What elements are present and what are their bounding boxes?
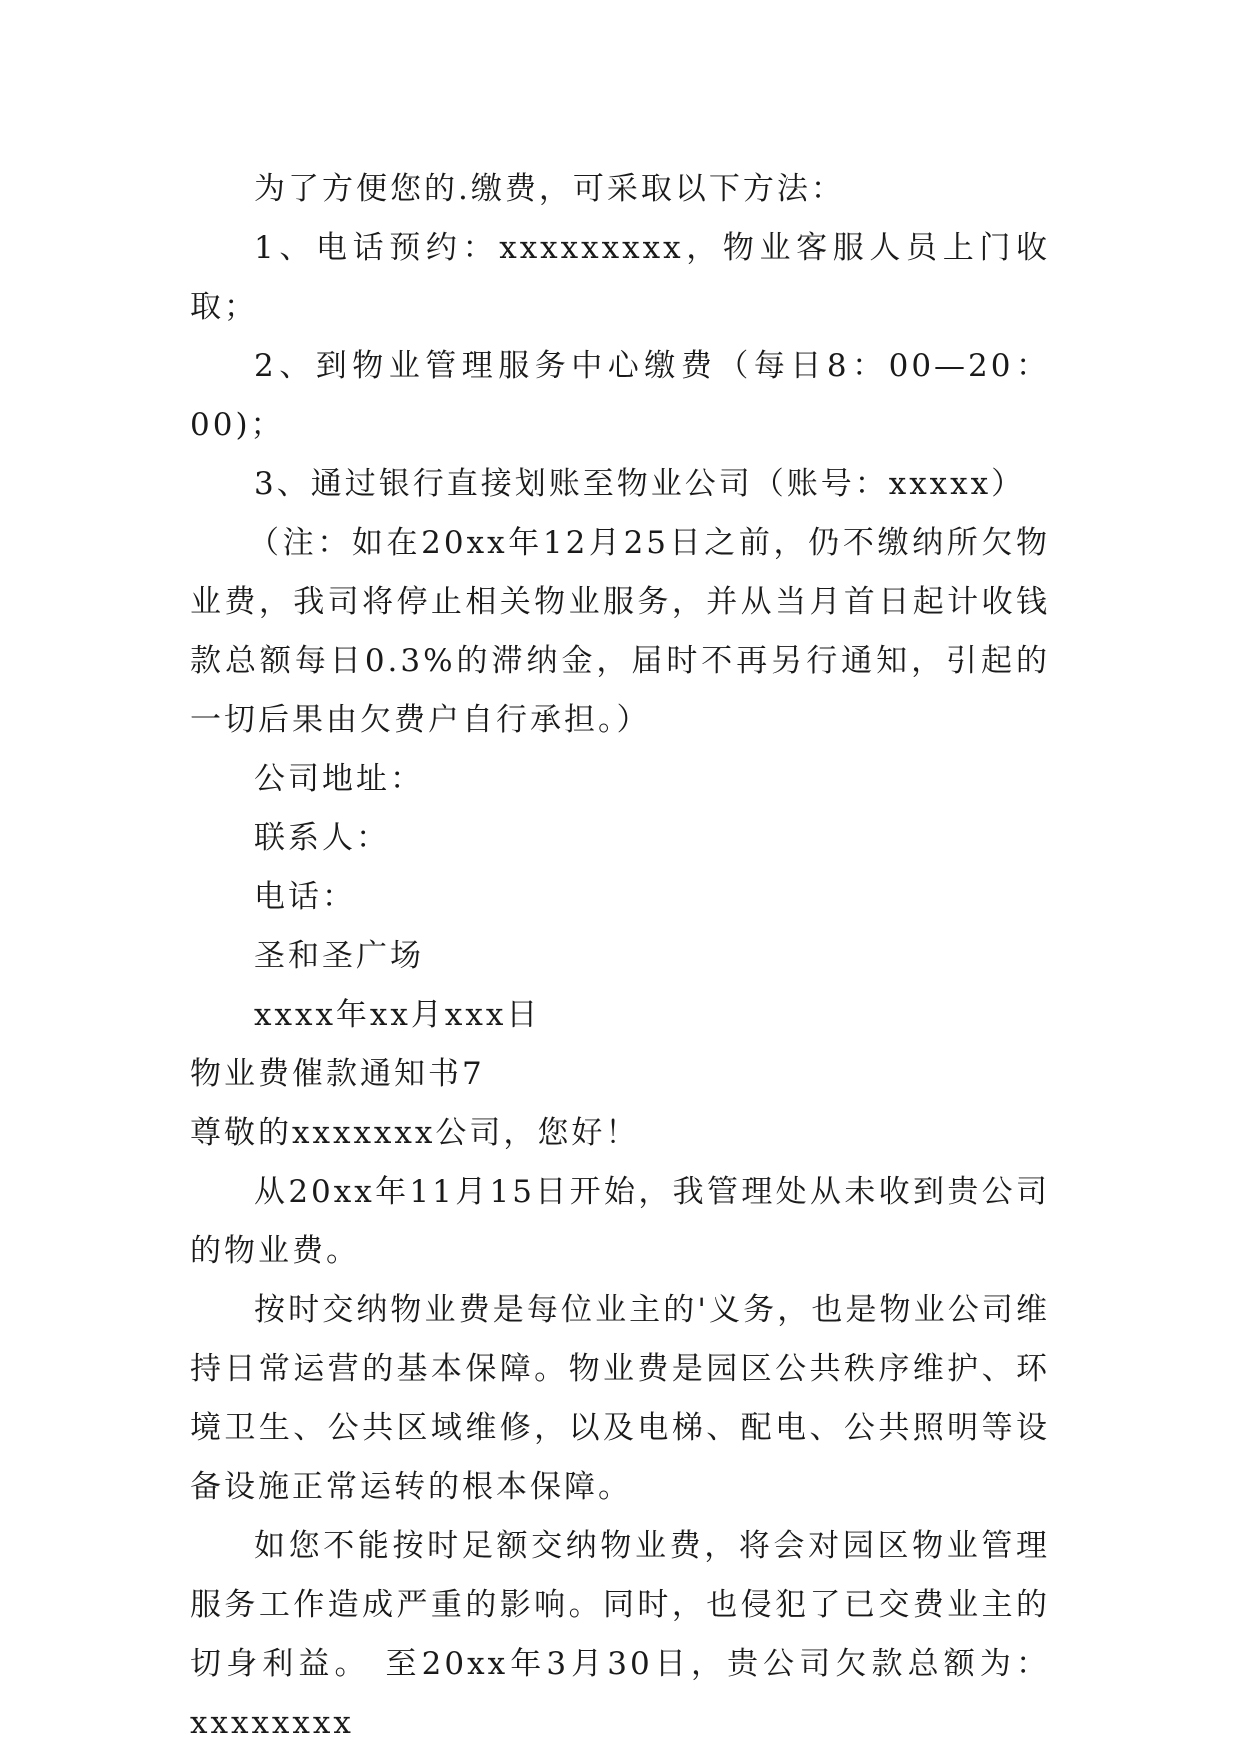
contact-person-label: 联系人：: [254, 820, 390, 856]
payment-methods-intro: 为了方便您的.缴费，可采取以下方法：: [254, 171, 845, 207]
payment-method-bank-transfer: 3、通过银行直接划账至物业公司（账号：xxxxx）: [254, 466, 1026, 502]
company-address-label: 公司地址：: [254, 761, 424, 797]
obligation-paragraph: 按时交纳物业费是每位业主的'义务，也是物业公司维持日常运营的基本保障。物业费是园区公共秩序维护、环境卫生、公共区域维修，以及电梯、配电、公共照明等设备设施正常运转的根本保障。: [190, 1292, 1050, 1505]
signature-company: 圣和圣广场: [254, 938, 424, 974]
impact-paragraph: 如您不能按时足额交纳物业费，将会对园区物业管理服务工作造成严重的影响。同时，也侵犯了已交费业主的切身利益。 至20xx年3月30日，贵公司欠款总额为：xxxxxxxx: [190, 1528, 1050, 1741]
signature-date: xxxx年xx月xxx日: [254, 997, 541, 1033]
payment-method-phone: 1、电话预约：xxxxxxxxx，物业客服人员上门收取；: [190, 230, 1050, 325]
document-body: [190, 160, 1050, 1753]
arrears-start-paragraph: 从20xx年11月15日开始，我管理处从未收到贵公司的物业费。: [190, 1174, 1050, 1269]
notice-title: 物业费催款通知书7: [190, 1056, 485, 1092]
salutation: 尊敬的xxxxxxx公司，您好！: [190, 1115, 640, 1151]
phone-label: 电话：: [254, 879, 356, 915]
payment-method-service-center: 2、到物业管理服务中心缴费（每日8：00—20：00)；: [190, 348, 1050, 443]
late-fee-note: （注：如在20xx年12月25日之前，仍不缴纳所欠物业费，我司将停止相关物业服务，并从当月首日起计收钱款总额每日0.3%的滞纳金，届时不再另行通知，引起的一切后果由欠费户自行承担。）: [190, 525, 1050, 738]
